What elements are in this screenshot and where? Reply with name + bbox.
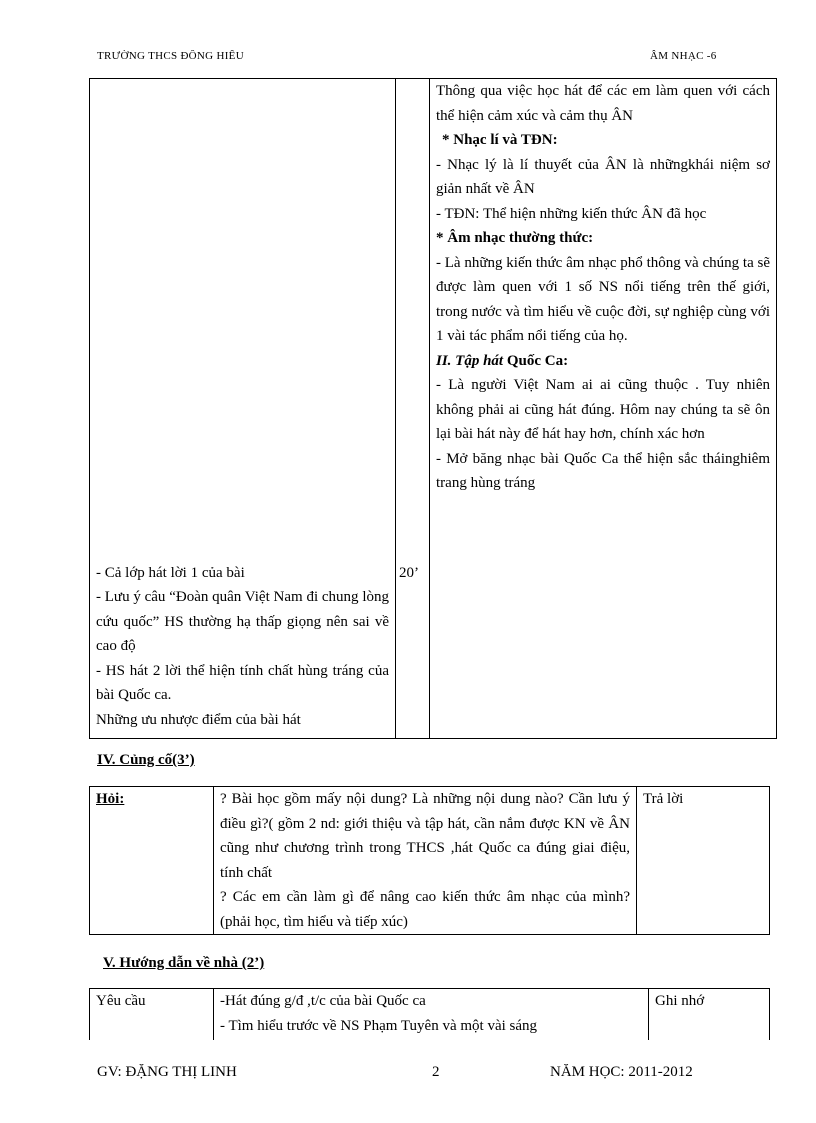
homework-line: -Hát đúng g/đ ,t/c của bài Quốc ca xyxy=(220,993,426,1009)
homework-label-cell xyxy=(90,989,214,1041)
note-text: Ghi nhớ xyxy=(655,993,705,1009)
tap-hat-text: - Là người Việt Nam ai ai cũng thuộc . Tuy nhiên không phải ai cũng hát đúng. Hôm nay chúng ta sẽ ôn lại bài hát này để hát hay hơn, chính xác hơn xyxy=(436,377,770,442)
question-text: ? Các em cần làm gì để nâng cao kiến thức âm nhạc của mình? (phải học, tìm hiểu và tiếp xúc) xyxy=(220,889,630,930)
header-subject: ÂM NHẠC -6 xyxy=(650,50,717,61)
tap-hat-prefix: II. Tập hát xyxy=(436,352,504,369)
left-line: - Lưu ý câu “Đoàn quân Việt Nam đi chung lòng cứu quốc” HS thường hạ thấp giọng nên sai về cao độ xyxy=(96,589,389,654)
left-line: - HS hát 2 lời thể hiện tính chất hùng tráng của bài Quốc ca. xyxy=(96,662,389,703)
lesson-table xyxy=(89,78,777,739)
intro-text: Thông qua việc học hát để các em làm quen với cách thể hiện cảm xúc và cảm thụ ÂN xyxy=(436,83,770,124)
footer-page-number: 2 xyxy=(432,1064,440,1080)
homework-table xyxy=(89,988,770,1040)
content-cell xyxy=(430,79,777,739)
answer-text: Trả lời xyxy=(643,791,684,807)
cung-co-answer-cell xyxy=(637,787,770,935)
left-line: - Cả lớp hát lời 1 của bài xyxy=(96,564,245,581)
question-text: ? Bài học gồm mấy nội dung? Là những nội dung nào? Cần lưu ý điều gì?( gồm 2 nd: giới thiệu và tập hát, cần nắm được KN về ÂN cũng như chương trình trong THCS ,hát Quốc ca đúng giai điệu, tính chất xyxy=(220,791,630,881)
tap-hat-title xyxy=(436,349,770,374)
cung-co-table xyxy=(89,786,770,935)
header-school: TRƯỜNG THCS ĐÔNG HIẾU xyxy=(97,50,244,61)
footer-teacher: GV: ĐẶNG THỊ LINH xyxy=(97,1064,237,1080)
footer-school-year: NĂM HỌC: 2011-2012 xyxy=(550,1064,693,1080)
homework-line: - Tìm hiểu trước về NS Phạm Tuyên và một vài sáng xyxy=(220,1017,538,1034)
homework-note-cell xyxy=(649,989,770,1041)
cung-co-label-cell xyxy=(90,787,214,935)
am-nhac-text: - Là những kiến thức âm nhạc phổ thông và chúng ta sẽ được làm quen với 1 số NS nổi tiếng trên thế giới, trong nước và tìm hiểu về cuộc đời, sự nghiệp cùng với 1 vài tác phẩm nổi tiếng của họ. xyxy=(436,254,770,344)
nhac-li-text: - Nhạc lý là lí thuyết của ÂN là nhữngkhái niệm sơ giản nhất về ÂN xyxy=(436,156,770,197)
left-line: Những ưu nhược điểm của bài hát xyxy=(96,711,301,728)
section-4-title: IV. Củng cố(3’) xyxy=(97,752,195,768)
nhac-li-text: - TĐN: Thể hiện những kiến thức ÂN đã học xyxy=(436,205,707,222)
section-5-title: V. Hướng dẫn về nhà (2’) xyxy=(103,955,265,971)
time-cell xyxy=(396,79,430,739)
hoi-label: Hỏi: xyxy=(96,791,125,807)
homework-content-cell xyxy=(214,989,649,1041)
yeu-cau-label: Yêu cầu xyxy=(96,993,146,1009)
tap-hat-text: - Mở băng nhạc bài Quốc Ca thể hiện sắc tháinghiêm trang hùng tráng xyxy=(436,450,770,491)
cung-co-content-cell xyxy=(214,787,637,935)
am-nhac-title: * Âm nhạc thường thức: xyxy=(436,230,594,246)
tap-hat-suffix: Quốc Ca: xyxy=(503,352,569,369)
nhac-li-title: * Nhạc lí và TĐN: xyxy=(442,132,558,148)
teacher-activity-cell xyxy=(90,79,396,739)
time-value: 20’ xyxy=(399,565,419,581)
